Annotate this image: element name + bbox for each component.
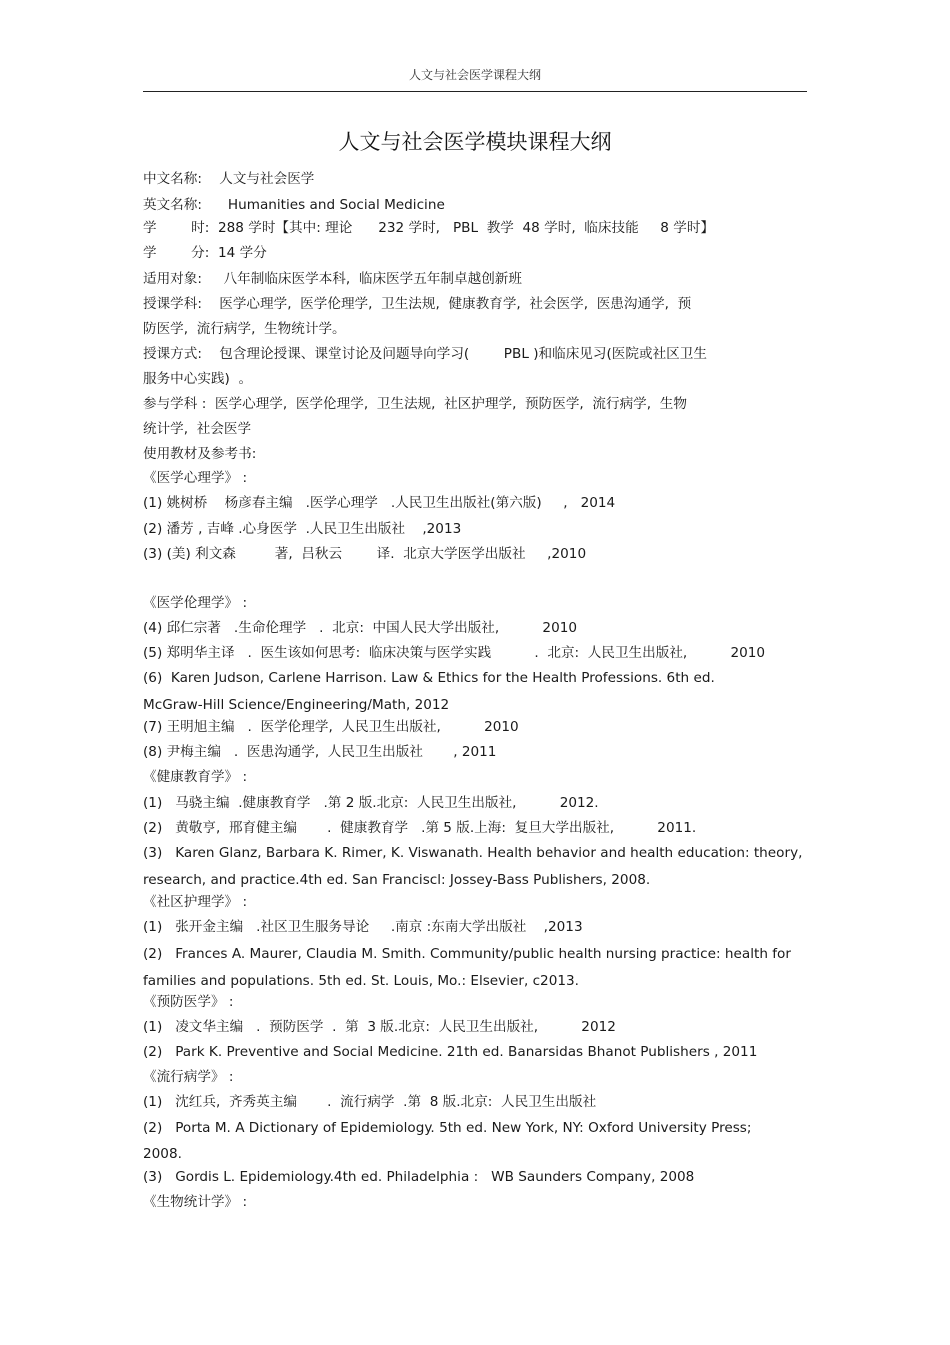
field-chinese-name: 中文名称: 人文与社会医学 [143, 171, 315, 187]
field-hours: 学 时: 288 学时【其中: 理论 232 学时, PBL 教学 48 学时, 临床技能 8 学时】 [143, 220, 715, 236]
field-participating-cont: 统计学, 社会医学 [143, 421, 252, 437]
field-disciplines: 授课学科: 医学心理学, 医学伦理学, 卫生法规, 健康教育学, 社会医学, 医患沟通学, 预 [143, 296, 692, 312]
field-teaching-method-cont: 服务中心实践) 。 [143, 371, 253, 387]
section-heading: 《生物统计学》 : [143, 1194, 248, 1210]
reference-item: (1) 姚树桥 杨彦春主编 .医学心理学 .人民卫生出版社(第六版) , 2014 [143, 495, 616, 511]
field-english-name: 英文名称: Humanities and Social Medicine [143, 197, 445, 213]
reference-item: (1) 张开金主编 .社区卫生服务导论 .南京 :东南大学出版社 ,2013 [143, 919, 583, 935]
reference-item: (2) Porta M. A Dictionary of Epidemiology. 5th ed. New York, NY: Oxford University Press; [143, 1120, 752, 1136]
field-credits: 学 分: 14 学分 [143, 245, 267, 261]
reference-item: (1) 沈红兵, 齐秀英主编 . 流行病学 .第 8 版.北京: 人民卫生出版社 [143, 1094, 597, 1110]
reference-item: (2) Park K. Preventive and Social Medicine. 21th ed. Banarsidas Bhanot Publishers , 2011 [143, 1044, 758, 1060]
reference-item: (2) 黄敬亨, 邢育健主编 . 健康教育学 .第 5 版.上海: 复旦大学出版社, 2011. [143, 820, 697, 836]
section-heading: 《流行病学》 : [143, 1069, 234, 1085]
reference-item: (2) 潘芳 , 吉峰 .心身医学 .人民卫生出版社 ,2013 [143, 521, 462, 537]
section-heading: 《社区护理学》 : [143, 894, 248, 910]
reference-item: (2) Frances A. Maurer, Claudia M. Smith. Community/public health nursing practice: health for [143, 946, 791, 962]
section-heading: 《医学心理学》 : [143, 470, 248, 486]
reference-item: (5) 郑明华主译 . 医生该如何思考: 临床决策与医学实践 . 北京: 人民卫生出版社, 2010 [143, 645, 766, 661]
textbooks-heading: 使用教材及参考书: [143, 446, 257, 462]
running-header: 人文与社会医学课程大纲 [408, 68, 541, 82]
reference-item-cont: McGraw-Hill Science/Engineering/Math, 2012 [143, 697, 450, 713]
reference-item: (8) 尹梅主编 . 医患沟通学, 人民卫生出版社 , 2011 [143, 744, 497, 760]
reference-item: (1) 马骁主编 .健康教育学 .第 2 版.北京: 人民卫生出版社, 2012. [143, 795, 599, 811]
document-title: 人文与社会医学模块课程大纲 [338, 130, 612, 154]
reference-item: (6) Karen Judson, Carlene Harrison. Law & Ethics for the Health Professions. 6th ed. [143, 670, 715, 686]
field-disciplines-cont: 防医学, 流行病学, 生物统计学。 [143, 321, 346, 337]
reference-item: (3) (美) 利文森 著, 吕秋云 译. 北京大学医学出版社 ,2010 [143, 546, 587, 562]
reference-item-cont: 2008. [143, 1146, 182, 1162]
reference-item-cont: research, and practice.4th ed. San Franciscl: Jossey-Bass Publishers, 2008. [143, 872, 651, 888]
header-divider [143, 91, 807, 92]
section-heading: 《预防医学》 : [143, 994, 234, 1010]
reference-item: (4) 邱仁宗著 .生命伦理学 . 北京: 中国人民大学出版社, 2010 [143, 620, 578, 636]
field-participating: 参与学科 : 医学心理学, 医学伦理学, 卫生法规, 社区护理学, 预防医学, 流行病学, 生物 [143, 396, 687, 412]
field-teaching-method: 授课方式: 包含理论授课、课堂讨论及问题导向学习( PBL )和临床见习(医院或社区卫生 [143, 346, 707, 362]
reference-item: (7) 王明旭主编 . 医学伦理学, 人民卫生出版社, 2010 [143, 719, 519, 735]
reference-item: (3) Karen Glanz, Barbara K. Rimer, K. Viswanath. Health behavior and health education: theory, [143, 845, 803, 861]
section-heading: 《医学伦理学》 : [143, 595, 248, 611]
reference-item: (3) Gordis L. Epidemiology.4th ed. Philadelphia : WB Saunders Company, 2008 [143, 1169, 695, 1185]
reference-item: (1) 凌文华主编 . 预防医学 . 第 3 版.北京: 人民卫生出版社, 2012 [143, 1019, 616, 1035]
field-audience: 适用对象: 八年制临床医学本科, 临床医学五年制卓越创新班 [143, 271, 522, 287]
reference-item-cont: families and populations. 5th ed. St. Louis, Mo.: Elsevier, c2013. [143, 973, 579, 989]
section-heading: 《健康教育学》 : [143, 769, 248, 785]
